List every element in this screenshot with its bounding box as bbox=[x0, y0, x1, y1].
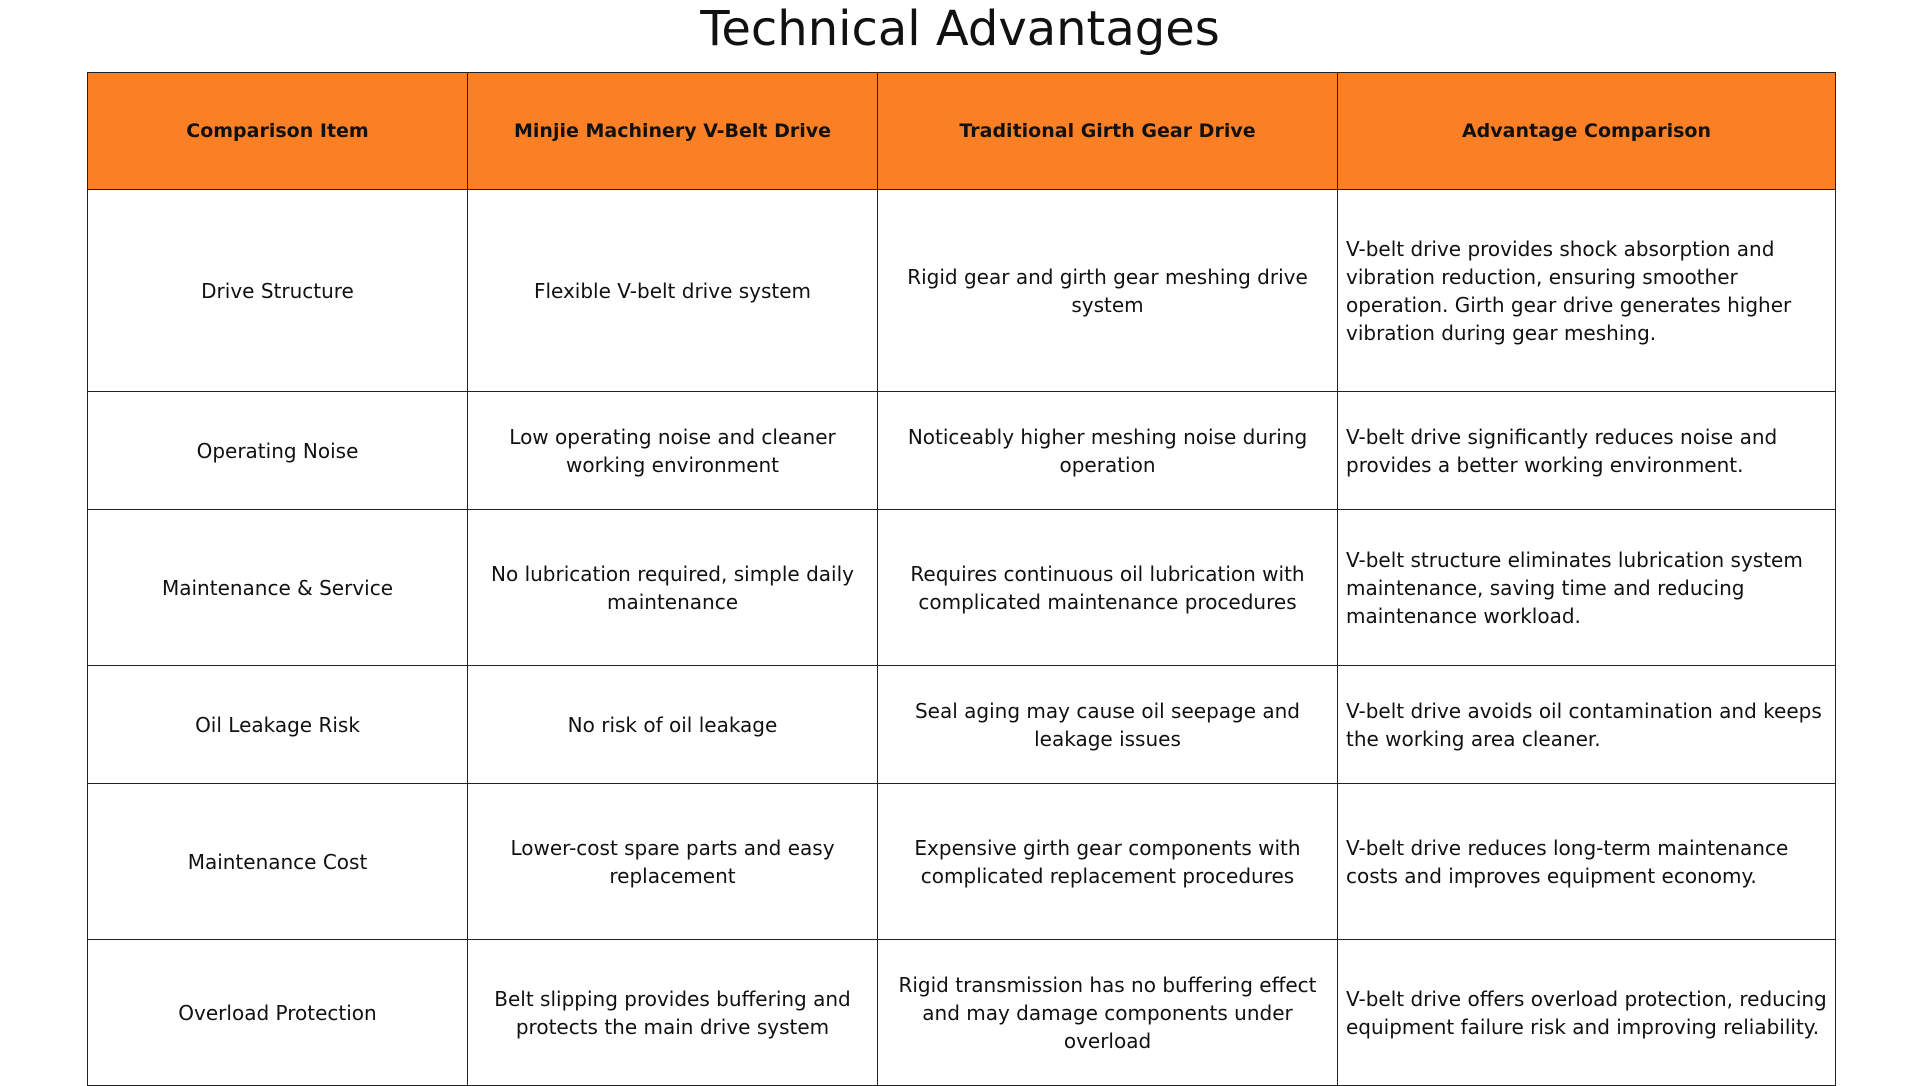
cell-v-belt-drive: Flexible V-belt drive system bbox=[468, 190, 878, 392]
table-row bbox=[88, 392, 1836, 510]
cell-advantage-comparison: V-belt drive provides shock absorption and vibration reduction, ensuring smoother operation. Girth gear drive generates higher vibration during gear meshing. bbox=[1338, 190, 1836, 392]
cell-girth-gear-drive: Noticeably higher meshing noise during operation bbox=[878, 392, 1338, 510]
table-header-row bbox=[88, 73, 1836, 190]
cell-girth-gear-drive: Seal aging may cause oil seepage and leakage issues bbox=[878, 666, 1338, 784]
cell-comparison-item: Overload Protection bbox=[88, 940, 468, 1086]
table-row bbox=[88, 190, 1836, 392]
cell-comparison-item: Operating Noise bbox=[88, 392, 468, 510]
cell-comparison-item: Drive Structure bbox=[88, 190, 468, 392]
cell-girth-gear-drive: Requires continuous oil lubrication with complicated maintenance procedures bbox=[878, 510, 1338, 666]
header-girth-gear-drive: Traditional Girth Gear Drive bbox=[878, 73, 1338, 190]
cell-girth-gear-drive: Rigid gear and girth gear meshing drive system bbox=[878, 190, 1338, 392]
cell-girth-gear-drive: Expensive girth gear components with complicated replacement procedures bbox=[878, 784, 1338, 940]
cell-advantage-comparison: V-belt drive offers overload protection, reducing equipment failure risk and improving reliability. bbox=[1338, 940, 1836, 1086]
cell-advantage-comparison: V-belt structure eliminates lubrication system maintenance, saving time and reducing maintenance workload. bbox=[1338, 510, 1836, 666]
cell-comparison-item: Maintenance Cost bbox=[88, 784, 468, 940]
cell-v-belt-drive: Belt slipping provides buffering and protects the main drive system bbox=[468, 940, 878, 1086]
header-comparison-item: Comparison Item bbox=[88, 73, 468, 190]
table-row bbox=[88, 666, 1836, 784]
table-row bbox=[88, 940, 1836, 1086]
cell-advantage-comparison: V-belt drive avoids oil contamination and keeps the working area cleaner. bbox=[1338, 666, 1836, 784]
table-row bbox=[88, 510, 1836, 666]
header-v-belt-drive: Minjie Machinery V-Belt Drive bbox=[468, 73, 878, 190]
cell-comparison-item: Maintenance & Service bbox=[88, 510, 468, 666]
header-advantage-comparison: Advantage Comparison bbox=[1338, 73, 1836, 190]
cell-advantage-comparison: V-belt drive reduces long-term maintenance costs and improves equipment economy. bbox=[1338, 784, 1836, 940]
comparison-table-container bbox=[87, 72, 1835, 1086]
cell-v-belt-drive: No risk of oil leakage bbox=[468, 666, 878, 784]
cell-v-belt-drive: Lower-cost spare parts and easy replacement bbox=[468, 784, 878, 940]
comparison-table bbox=[87, 72, 1836, 1086]
table-row bbox=[88, 784, 1836, 940]
cell-advantage-comparison: V-belt drive significantly reduces noise and provides a better working environment. bbox=[1338, 392, 1836, 510]
cell-v-belt-drive: No lubrication required, simple daily maintenance bbox=[468, 510, 878, 666]
cell-comparison-item: Oil Leakage Risk bbox=[88, 666, 468, 784]
cell-girth-gear-drive: Rigid transmission has no buffering effect and may damage components under overload bbox=[878, 940, 1338, 1086]
page-title: Technical Advantages bbox=[700, 1, 1220, 57]
cell-v-belt-drive: Low operating noise and cleaner working environment bbox=[468, 392, 878, 510]
